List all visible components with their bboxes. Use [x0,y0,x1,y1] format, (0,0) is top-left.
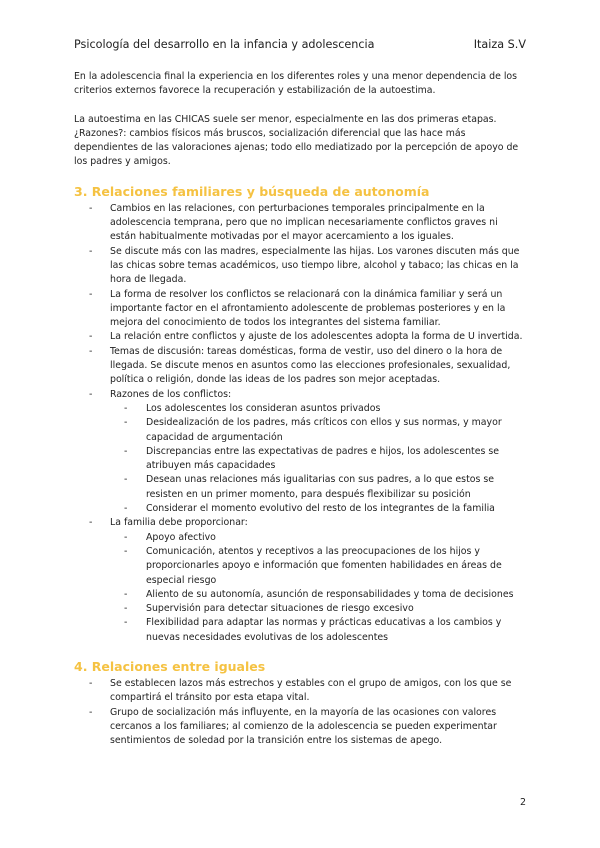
page-number: 2 [520,797,527,808]
list-item: - La forma de resolver los conflictos se relacionará con la dinámica familiar y será un importante factor en el afrontamiento adolescente de problemas posteriores y en la mejora del conocimiento de todos los integrantes del sistema familiar. [89,288,506,329]
list-item-reasons: - Razones de los conflictos: - Los adolescentes los consideran asuntos privados - Desidealización de los padres, más críticos con ellos y sus normas, y mayor capacidad de argumentación - Discrepancias entre las expectativas de padres e hijos, los adolescentes se atribuyen más capacidades - Desean unas relaciones más igualitarias con sus padres, a lo que estos se resisten en un primer momento, para después flexibilizar su posición - Considerar el momento evolutivo del resto de los integrantes de la familia [74,388,526,517]
list-item-family: - La familia debe proporcionar: - Apoyo afectivo - Comunicación, atentos y receptivos a las preocupaciones de los hijos y proporcionarles apoyo e información que fomenten habilidades en áreas de especial riesgo - Aliento de su autonomía, asunción de responsabilidades y toma de decisiones - Supervisión para detectar situaciones de riesgo excesivo - Flexibilidad para adaptar las normas y prácticas educativas a los cambios y nuevas necesidades evolutivas de los adolescentes [74,516,526,645]
bullet-dash: - [89,677,93,689]
page-header [74,38,526,54]
bullet-dash: - [124,474,128,486]
list-item: - Se discute más con las madres, especialmente las hijas. Los varones discuten más que las chicas sobre temas académicos, uso tiempo libre, alcohol y tabaco; las chicas en la hora de llegada. [89,245,520,286]
sublist-item: - Flexibilidad para adaptar las normas y prácticas educativas a los cambios y nuevas necesidades evolutivas de los adolescentes [124,617,502,643]
document-title: Psicología del desarrollo en la infancia y adolescencia [74,38,375,51]
bullet-dash: - [89,706,93,718]
intro-paragraph-1: En la adolescencia final la experiencia en los diferentes roles y una menor dependencia de los criterios externos favorece la recuperación y estabilización de la autoestima. [74,71,518,97]
sublist-item: - Supervisión para detectar situaciones de riesgo excesivo [110,602,526,616]
bullet-dash: - [124,531,128,543]
family-sublist [110,531,526,645]
bullet-dash: - [124,545,128,557]
bullet-dash: - [124,417,128,429]
sublist-item: - Los adolescentes los consideran asuntos privados [110,402,526,416]
author-name: Itaiza S.V [473,38,526,51]
bullet-dash: - [124,617,128,629]
sublist-item: - Considerar el momento evolutivo del resto de los integrantes de la familia [110,502,526,516]
sublist-item: - Desean unas relaciones más igualitarias con sus padres, a lo que estos se resisten en un primer momento, para después flexibilizar su posición [124,474,494,500]
list-item: - Temas de discusión: tareas domésticas, forma de vestir, uso del dinero o la hora de llegada. Se discute menos en asuntos como las elecciones profesionales, sexualidad, política o religión, donde las ideas de los padres son mejor aceptadas. [89,345,511,386]
section-3-list [74,202,526,645]
sublist-item: - Aliento de su autonomía, asunción de responsabilidades y toma de decisiones [110,588,526,602]
section-3-heading: 3. Relaciones familiares y búsqueda de autonomía [74,183,430,199]
bullet-dash: - [124,402,128,414]
list-item: - Se establecen lazos más estrechos y estables con el grupo de amigos, con los que se compartirá el tránsito por esta etapa vital. [89,677,512,704]
list-item: - La relación entre conflictos y ajuste de los adolescentes adopta la forma de U invertida. [74,330,526,344]
bullet-dash: - [124,445,128,457]
bullet-dash: - [124,588,128,600]
bullet-dash: - [89,288,93,300]
bullet-dash: - [89,388,93,400]
bullet-dash: - [89,331,93,343]
bullet-dash: - [124,603,128,615]
bullet-dash: - [89,517,93,529]
list-item: - Cambios en las relaciones, con perturbaciones temporales principalmente en la adolescencia temprana, pero que no implican necesariamente conflictos graves ni están habitualmente motivadas por el mayor acercamiento a los iguales. [89,202,498,243]
list-item: - Grupo de socialización más influyente, en la mayoría de las ocasiones con valores cercanos a los familiares; al comienzo de la adolescencia se pueden experimentar sentimientos de soledad por la transición entre los sistemas de apego. [89,706,497,747]
page-content [74,70,526,748]
bullet-dash: - [89,202,93,214]
sublist-item: - Apoyo afectivo [110,531,526,545]
sublist-item: - Discrepancias entre las expectativas de padres e hijos, los adolescentes se atribuyen más capacidades [124,445,499,472]
intro-paragraph-2: La autoestima en las CHICAS suele ser menor, especialmente en las dos primeras etapas. ¿Razones?: cambios físicos más bruscos, socialización diferencial que las hace más dependientes de las valoraciones ajenas; todo ello mediatizado por la percepción de apoyo de los padres y amigos. [74,113,519,168]
sublist-item: - Comunicación, atentos y receptivos a las preocupaciones de los hijos y proporcionarles apoyo e información que fomenten habilidades en áreas de especial riesgo [124,545,502,586]
sublist-item: - Desidealización de los padres, más críticos con ellos y sus normas, y mayor capacidad de argumentación [124,417,502,443]
bullet-dash: - [89,345,93,357]
bullet-dash: - [124,503,128,515]
reasons-sublist [110,402,526,516]
section-4-list [74,677,526,748]
bullet-dash: - [89,245,93,257]
section-4-heading: 4. Relaciones entre iguales [74,658,266,674]
